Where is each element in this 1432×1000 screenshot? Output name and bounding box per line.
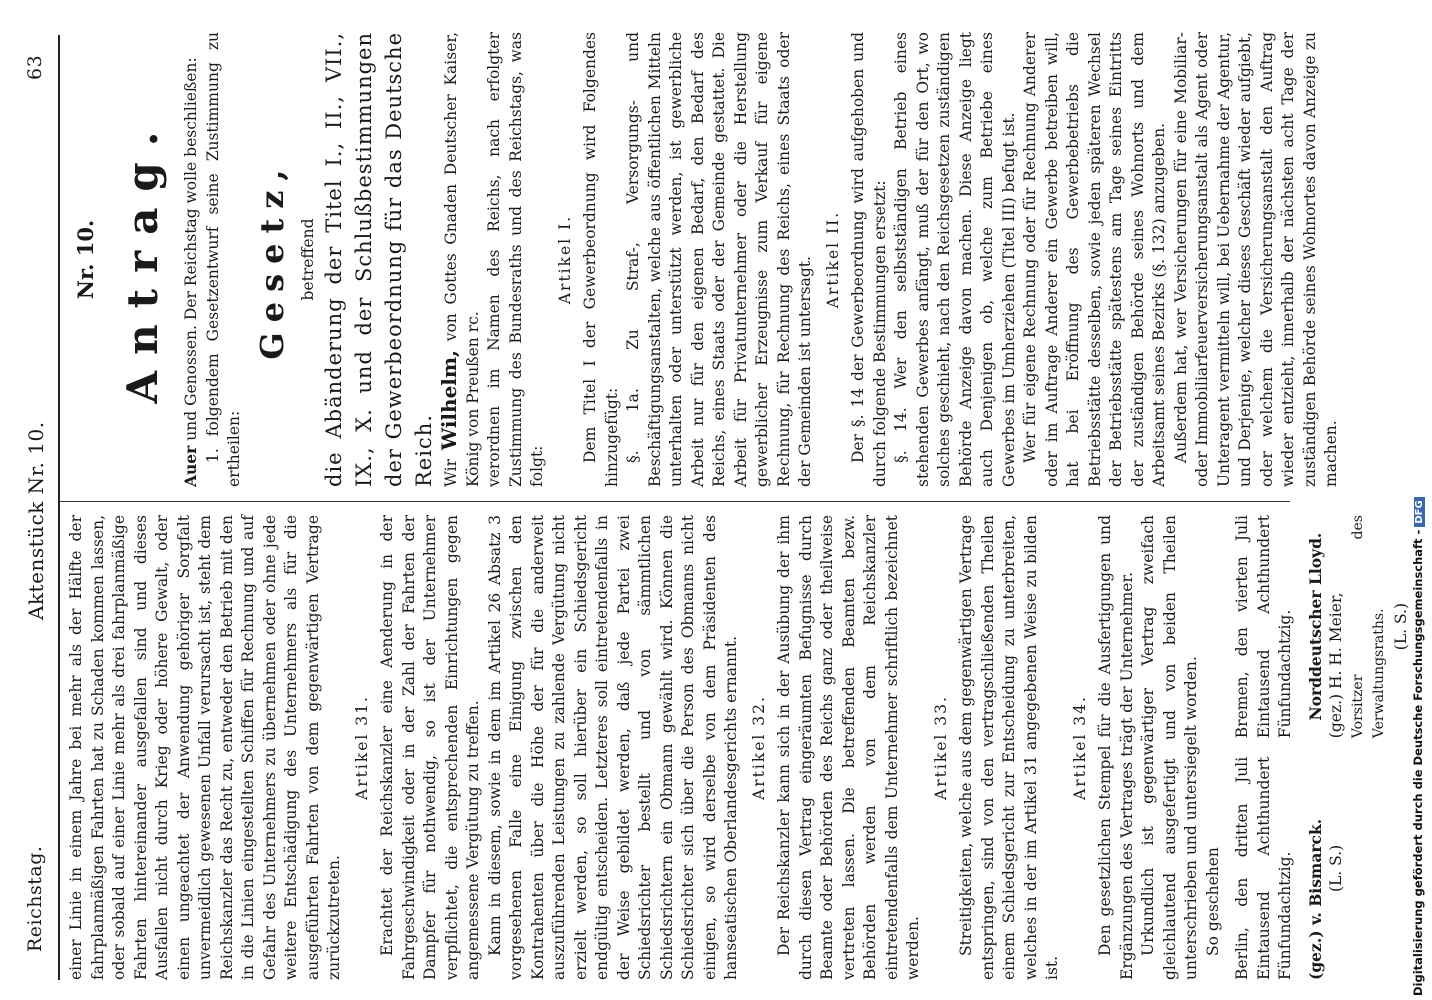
signature-left-name: (gez.) v. Bismarck. xyxy=(1305,818,1325,980)
dfg-funding-note xyxy=(1411,6,1425,996)
so-geschehen: So geschehen xyxy=(1203,847,1222,956)
article-1-heading: Artikel I. xyxy=(555,214,574,305)
article-31-heading: Artikel 31. xyxy=(352,695,371,800)
signature-right-seal: (L. S.) xyxy=(1391,602,1410,651)
signature-place-left: Berlin, den dritten Juli Eintausend Achthundert Fünfundachtzig. xyxy=(1233,756,1294,980)
article-34-heading: Artikel 34. xyxy=(1070,695,1089,800)
motion-item-1: 1. folgendem Gesetzentwurf seine Zustimmung zu ertheilen: xyxy=(203,32,243,487)
article-34-paragraph-2: Urkundlich ist gegenwärtiger Vertrag zweifach gleichlautend ausgefertigt und von beiden Theilen unterschrieben und untersiegelt worden. xyxy=(1139,515,1200,980)
antrag-heading: Antrag. xyxy=(118,115,167,404)
header-rule xyxy=(58,35,60,980)
dfg-logo: DFG xyxy=(1414,497,1425,526)
signature-right-role: Vorsitzer des Verwaltungsraths. xyxy=(1349,515,1387,739)
signature-right xyxy=(1305,515,1413,738)
article-2-paragraph-2: Wer für eigene Rechnung oder für Rechnung Anderer oder im Auftrage Anderer ein Gewerbe betreiben will, hat bei Eröffnung des Gewerbebetriebs die Betriebsstätte desselben, sowie jeden späteren Wechsel der Betriebsstätte spätestens am Tage seines Eintritts der zuständigen Behörde seines Wohnorts und dem Arbeitsamt seines Bezirks (§. 132) anzugeben. xyxy=(1021,32,1168,487)
running-header-title: Aktenstück Nr. 10. xyxy=(24,421,48,620)
article-32-paragraph: Der Reichskanzler kann sich in der Ausübung der ihm durch diesen Vertrag eingeräumten Befugnisse durch Beamte oder Behörden des Reichs ganz oder theilweise vertreten lassen. Die betreffenden Beamten bezw. Behörden werden von dem Reichskanzler eintretendenfalls dem Unternehmer schriftlich bezeichnet werden. xyxy=(775,515,922,980)
running-header-left: Reichstag. xyxy=(24,845,46,952)
motion-intro-text: und Genossen. Der Reichstag wolle beschließen: xyxy=(182,57,200,441)
column-divider xyxy=(60,501,1290,502)
betreffend-label: betreffend xyxy=(298,218,317,301)
verordnen-text: verordnen im Namen des Reichs, nach erfolgter Zustimmung des Bundesraths und des Reichstags, was folgt: xyxy=(485,32,546,487)
article-2-intro: Der §. 14 der Gewerbeordnung wird aufgehoben und durch folgende Bestimmungen ersetzt: xyxy=(849,32,889,487)
gesetz-heading: Gesetz, xyxy=(252,159,291,360)
article-2-paragraph-3: Außerdem hat, wer Versicherungen für eine Mobiliar- oder Immobiliarfeuerversicherungsanstalt als Agent oder Unteragent vermitteln will, bei Uebernahme der Agentur, und Derjenige, welcher dieses Geschäft wieder aufgiebt, oder welchem die Versicherungsanstalt den Auftrag wieder entzieht, innerhalb der nächsten acht Tage der zuständigen Behörde seines Wohnortes davon Anzeige zu machen. xyxy=(1171,32,1340,487)
article-2-heading: Artikel II. xyxy=(823,210,842,309)
wir-word: Wir xyxy=(442,458,460,487)
signature-right-name: (gez.) H. H. Meier, xyxy=(1327,592,1345,739)
article-34-paragraph-1: Den gesetzlichen Stempel für die Ausfertigungen und Ergänzungen des Vertrages trägt der Unternehmer. xyxy=(1096,515,1136,980)
article-1-paragraph: §. 1a. Zu Straf-, Versorgungs- und Beschäftigungsanstalten, welche aus öffentlichen Mitteln unterhalten oder unterstützt werden, ist gewerbliche Arbeit nur für den eigenen Bedarf, den Bedarf des Reichs, eines Staats oder der Gemeinde gestattet. Die Arbeit für Privatunternehmer oder die Herstellung gewerblicher Erzeugnisse zum Verkauf für eigene Rechnung, für Rechnung des Reichs, eines Staats oder der Gemeinden ist untersagt. xyxy=(624,32,814,487)
company-name: Norddeutscher Lloyd. xyxy=(1305,532,1325,721)
dfg-note-text: Digitalisierung gefördert durch die Deutsche Forschungsgemeinschaft - xyxy=(1411,529,1425,996)
law-title: die Abänderung der Titel I., II., VII., IX., X. und der Schlußbestimmungen der Gewerbeordnung für das Deutsche Reich. xyxy=(322,32,436,487)
article-33-paragraph: Streitigkeiten, welche aus dem gegenwärtigen Vertrage entspringen, sind von den vertragschließenden Theilen einem Schiedsgericht zur Entscheidung zu unterbreiten, welches in der im Artikel 31 angegebenen Weise zu bilden ist. xyxy=(957,515,1061,980)
document-number: Nr. 10. xyxy=(73,219,98,300)
continued-paragraph: einer Linie in einem Jahre bei mehr als der Hälfte der fahrplanmäßigen Fahrten hat zu Schaden kommen lassen, oder sobald auf einer Linie mehr als drei fahrplanmäßige Fahrten hintereinander ausgefallen sind und dieses Ausfallen nicht durch Krieg oder höhere Gewalt, oder einen ungeachtet der Anwendung gehöriger Sorgfalt unvermeidlich gewesenen Unfall verursacht ist, steht dem Reichskanzler das Recht zu, entweder den Betrieb mit den in die Linien eingestellten Schiffen für Rechnung und auf Gefahr des Unternehmers zu übernehmen oder ohne jede weitere Entschädigung des Unternehmers als für die ausgeführten Fahrten von dem gegenwärtigen Vertrage zurückzutreten. xyxy=(67,515,343,980)
signature-left-seal: (L. S.) xyxy=(1327,844,1345,893)
wir-rest: von Gottes Gnaden Deutscher Kaiser, König von Preußen rc. xyxy=(442,31,482,487)
page-number: 63 xyxy=(24,54,46,80)
motion-intro xyxy=(180,32,203,487)
article-31-paragraph-1: Erachtet der Reichskanzler eine Aenderung in der Fahrgeschwindigkeit oder in der Zahl der Fahrten der Dampfer für nothwendig, so ist der Unternehmer verpflichtet, die entsprechenden Einrichtungen gegen angemessene Vergütung zu treffen. xyxy=(378,515,482,980)
signature-left xyxy=(1305,757,1413,980)
signature-block xyxy=(1305,515,1413,980)
article-31-paragraph-2: Kann in diesem, sowie in dem im Artikel 26 Absatz 3 vorgesehenen Falle eine Einigung zwischen den Kontrahenten über die Höhe der für die anderweit auszuführenden Leistungen zu zahlende Vergütung nicht erzielt werden, so soll hierüber ein Schiedsgericht endgültig entscheiden. Letzteres soll eintretendenfalls in der Weise gebildet werden, daß jede Partei zwei Schiedsrichter bestellt und von sämmtlichen Schiedsrichtern ein Obmann gewählt wird. Können die Schiedsrichter sich über die Person des Obmanns nicht einigen, so wird derselbe von dem Präsidenten des hanseatischen Oberlandesgerichts ernannt. xyxy=(485,515,740,980)
left-column xyxy=(66,515,1412,980)
wir-wilhelm xyxy=(439,32,484,487)
article-32-heading: Artikel 32. xyxy=(749,695,768,800)
article-1-intro: Dem Titel I der Gewerbeordnung wird Folgendes hinzugefügt: xyxy=(581,32,621,487)
signature-place-right: Bremen, den vierten Juli Eintausend Achthundert Fünfundachtzig. xyxy=(1233,515,1294,739)
signature-places xyxy=(1232,515,1297,980)
wilhelm-name: Wilhelm, xyxy=(437,349,461,451)
article-2-paragraph-1: §. 14. Wer den selbstständigen Betrieb eines stehenden Gewerbes anfängt, muß der für den Ort, wo solches geschieht, nach den Reichsgesetzen zuständigen Behörde Anzeige davon machen. Diese Anzeige liegt auch Denjenigen ob, welche zum Betriebe eines Gewerbes im Umherziehen (Titel III) befugt ist. xyxy=(892,32,1018,487)
article-33-heading: Artikel 33. xyxy=(931,695,950,800)
motion-names: Auer xyxy=(181,445,200,487)
right-column xyxy=(66,32,1343,487)
